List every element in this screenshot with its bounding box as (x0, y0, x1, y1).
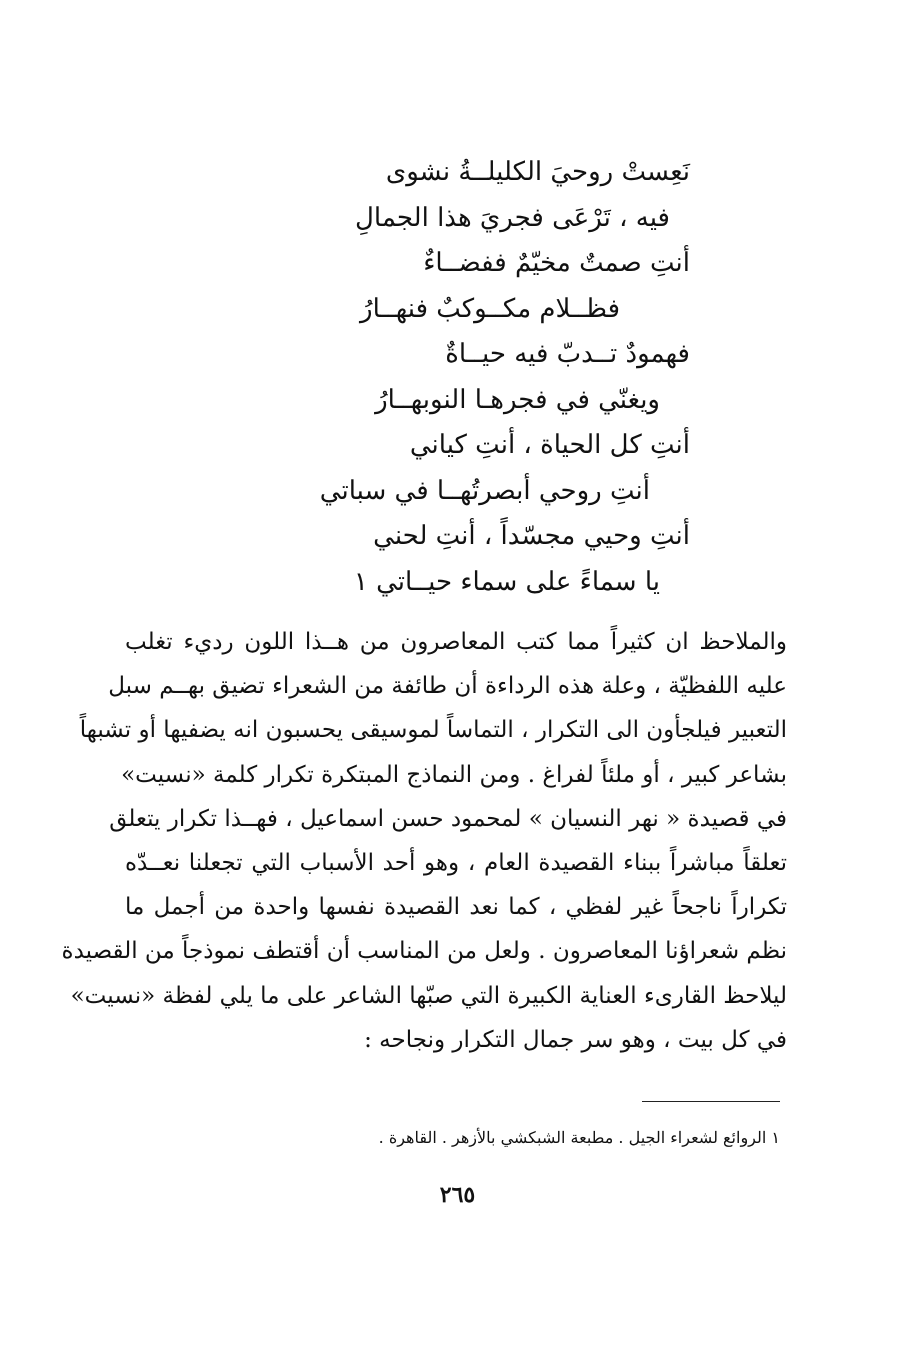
body-line: بشاعر كبير ، أو ملئاً لفراغ . ومن النماذج المبتكرة تكرار كلمة «نسيت» (121, 761, 787, 788)
body-line: ليلاحظ القارىء العناية الكبيرة التي صبّها الشاعر على ما يلي لفظة «نسيت» (70, 982, 787, 1009)
footnote: ١ الروائع لشعراء الجيل . مطبعة الشبكشي بالأزهر . القاهرة . (378, 1128, 780, 1147)
body-line: في قصيدة « نهر النسيان » لمحمود حسن اسماعيل ، فهــذا تكرار يتعلق (109, 805, 787, 832)
poem-line: أنتِ كل الحياة ، أنتِ كياني (409, 430, 690, 460)
poem-line: فظــلام مكــوكبٌ فنهــارُ (360, 293, 620, 324)
page-number: ٢٦٥ (439, 1182, 476, 1208)
poem-line: فهمودٌ تــدبّ فيه حيــاةٌ (445, 339, 690, 369)
poem-line: نَعِستْ روحيَ الكليلــةُ نشوى (385, 157, 690, 187)
body-line: تكراراً ناجحاً غير لفظي ، كما نعد القصيدة نفسها واحدة من أجمل ما (125, 894, 787, 921)
footnote-divider (642, 1101, 780, 1102)
body-paragraph (61, 620, 787, 1062)
poem-line: أنتِ روحي أبصرتُهــا في سباتي (319, 475, 650, 506)
body-line: عليه اللفظيّة ، وعلة هذه الرداءة أن طائفة من الشعراء تضيق بهــم سبل (108, 673, 787, 700)
poem-line: يا سماءً على سماء حيــاتي ١ (353, 566, 660, 597)
poem-line: أنتِ وحيي مجسّداً ، أنتِ لحني (373, 521, 690, 551)
body-line: التعبير فيلجأون الى التكرار ، التماساً لموسيقى يحسبون انه يضفيها أو تشبهاً (79, 717, 787, 744)
poem-line: فيه ، تَرْعَى فجريَ هذا الجمالِ (355, 202, 670, 233)
poem-line: أنتِ صمتٌ مخيّمٌ ففضــاءٌ (423, 248, 690, 278)
poem-line: ويغنّي في فجرهـا النوبهــارُ (375, 384, 660, 415)
body-line: في كل بيت ، وهو سر جمال التكرار ونجاحه : (364, 1026, 787, 1053)
poem-block (200, 150, 700, 605)
body-line: والملاحظ ان كثيراً مما كتب المعاصرون من هــذا اللون رديء تغلب (125, 629, 787, 655)
body-line: نظم شعراؤنا المعاصرون . ولعل من المناسب أن أقتطف نموذجاً من القصيدة (61, 938, 787, 965)
body-line: تعلقاً مباشراً ببناء القصيدة العام ، وهو أحد الأسباب التي تجعلنا نعــدّه (125, 849, 787, 876)
